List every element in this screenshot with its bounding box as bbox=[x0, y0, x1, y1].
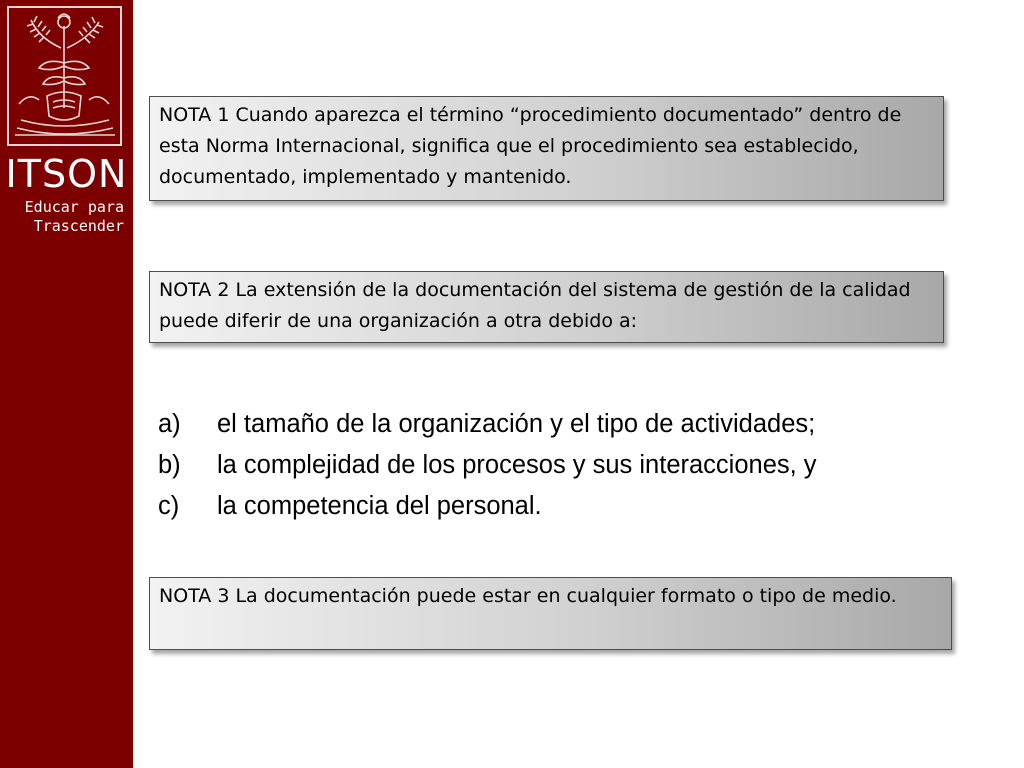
note-2-box: NOTA 2 La extensión de la documentación del sistema de gestión de la calidad puede diferir de una organización a otra debido a: bbox=[149, 271, 944, 343]
logo-motto-line-2: Trascender bbox=[33, 217, 124, 235]
list-item-marker: c) bbox=[158, 492, 180, 520]
note-1-box: NOTA 1 Cuando aparezca el término “procedimiento documentado” dentro de esta Norma Internacional, significa que el procedimiento sea establecido, documentado, implementado y mantenido. bbox=[149, 96, 944, 201]
logo-motto bbox=[0, 198, 124, 236]
logo-motto-line-1: Educar para bbox=[24, 198, 124, 216]
sidebar bbox=[0, 0, 133, 768]
list-item-text: la competencia del personal. bbox=[217, 492, 542, 520]
list-item bbox=[158, 445, 958, 486]
list-item bbox=[158, 486, 958, 527]
list-item bbox=[158, 404, 958, 445]
list-item-marker: a) bbox=[158, 410, 181, 438]
note-3-box: NOTA 3 La documentación puede estar en cualquier formato o tipo de medio. bbox=[149, 577, 952, 650]
logo-emblem bbox=[7, 6, 122, 146]
factors-list bbox=[158, 404, 958, 527]
wheat-emblem-icon bbox=[9, 8, 120, 144]
list-item-marker: b) bbox=[158, 451, 181, 479]
list-item-text: el tamaño de la organización y el tipo de actividades; bbox=[217, 410, 816, 438]
logo-name: ITSON bbox=[5, 152, 128, 196]
list-item-text: la complejidad de los procesos y sus interacciones, y bbox=[217, 451, 817, 479]
